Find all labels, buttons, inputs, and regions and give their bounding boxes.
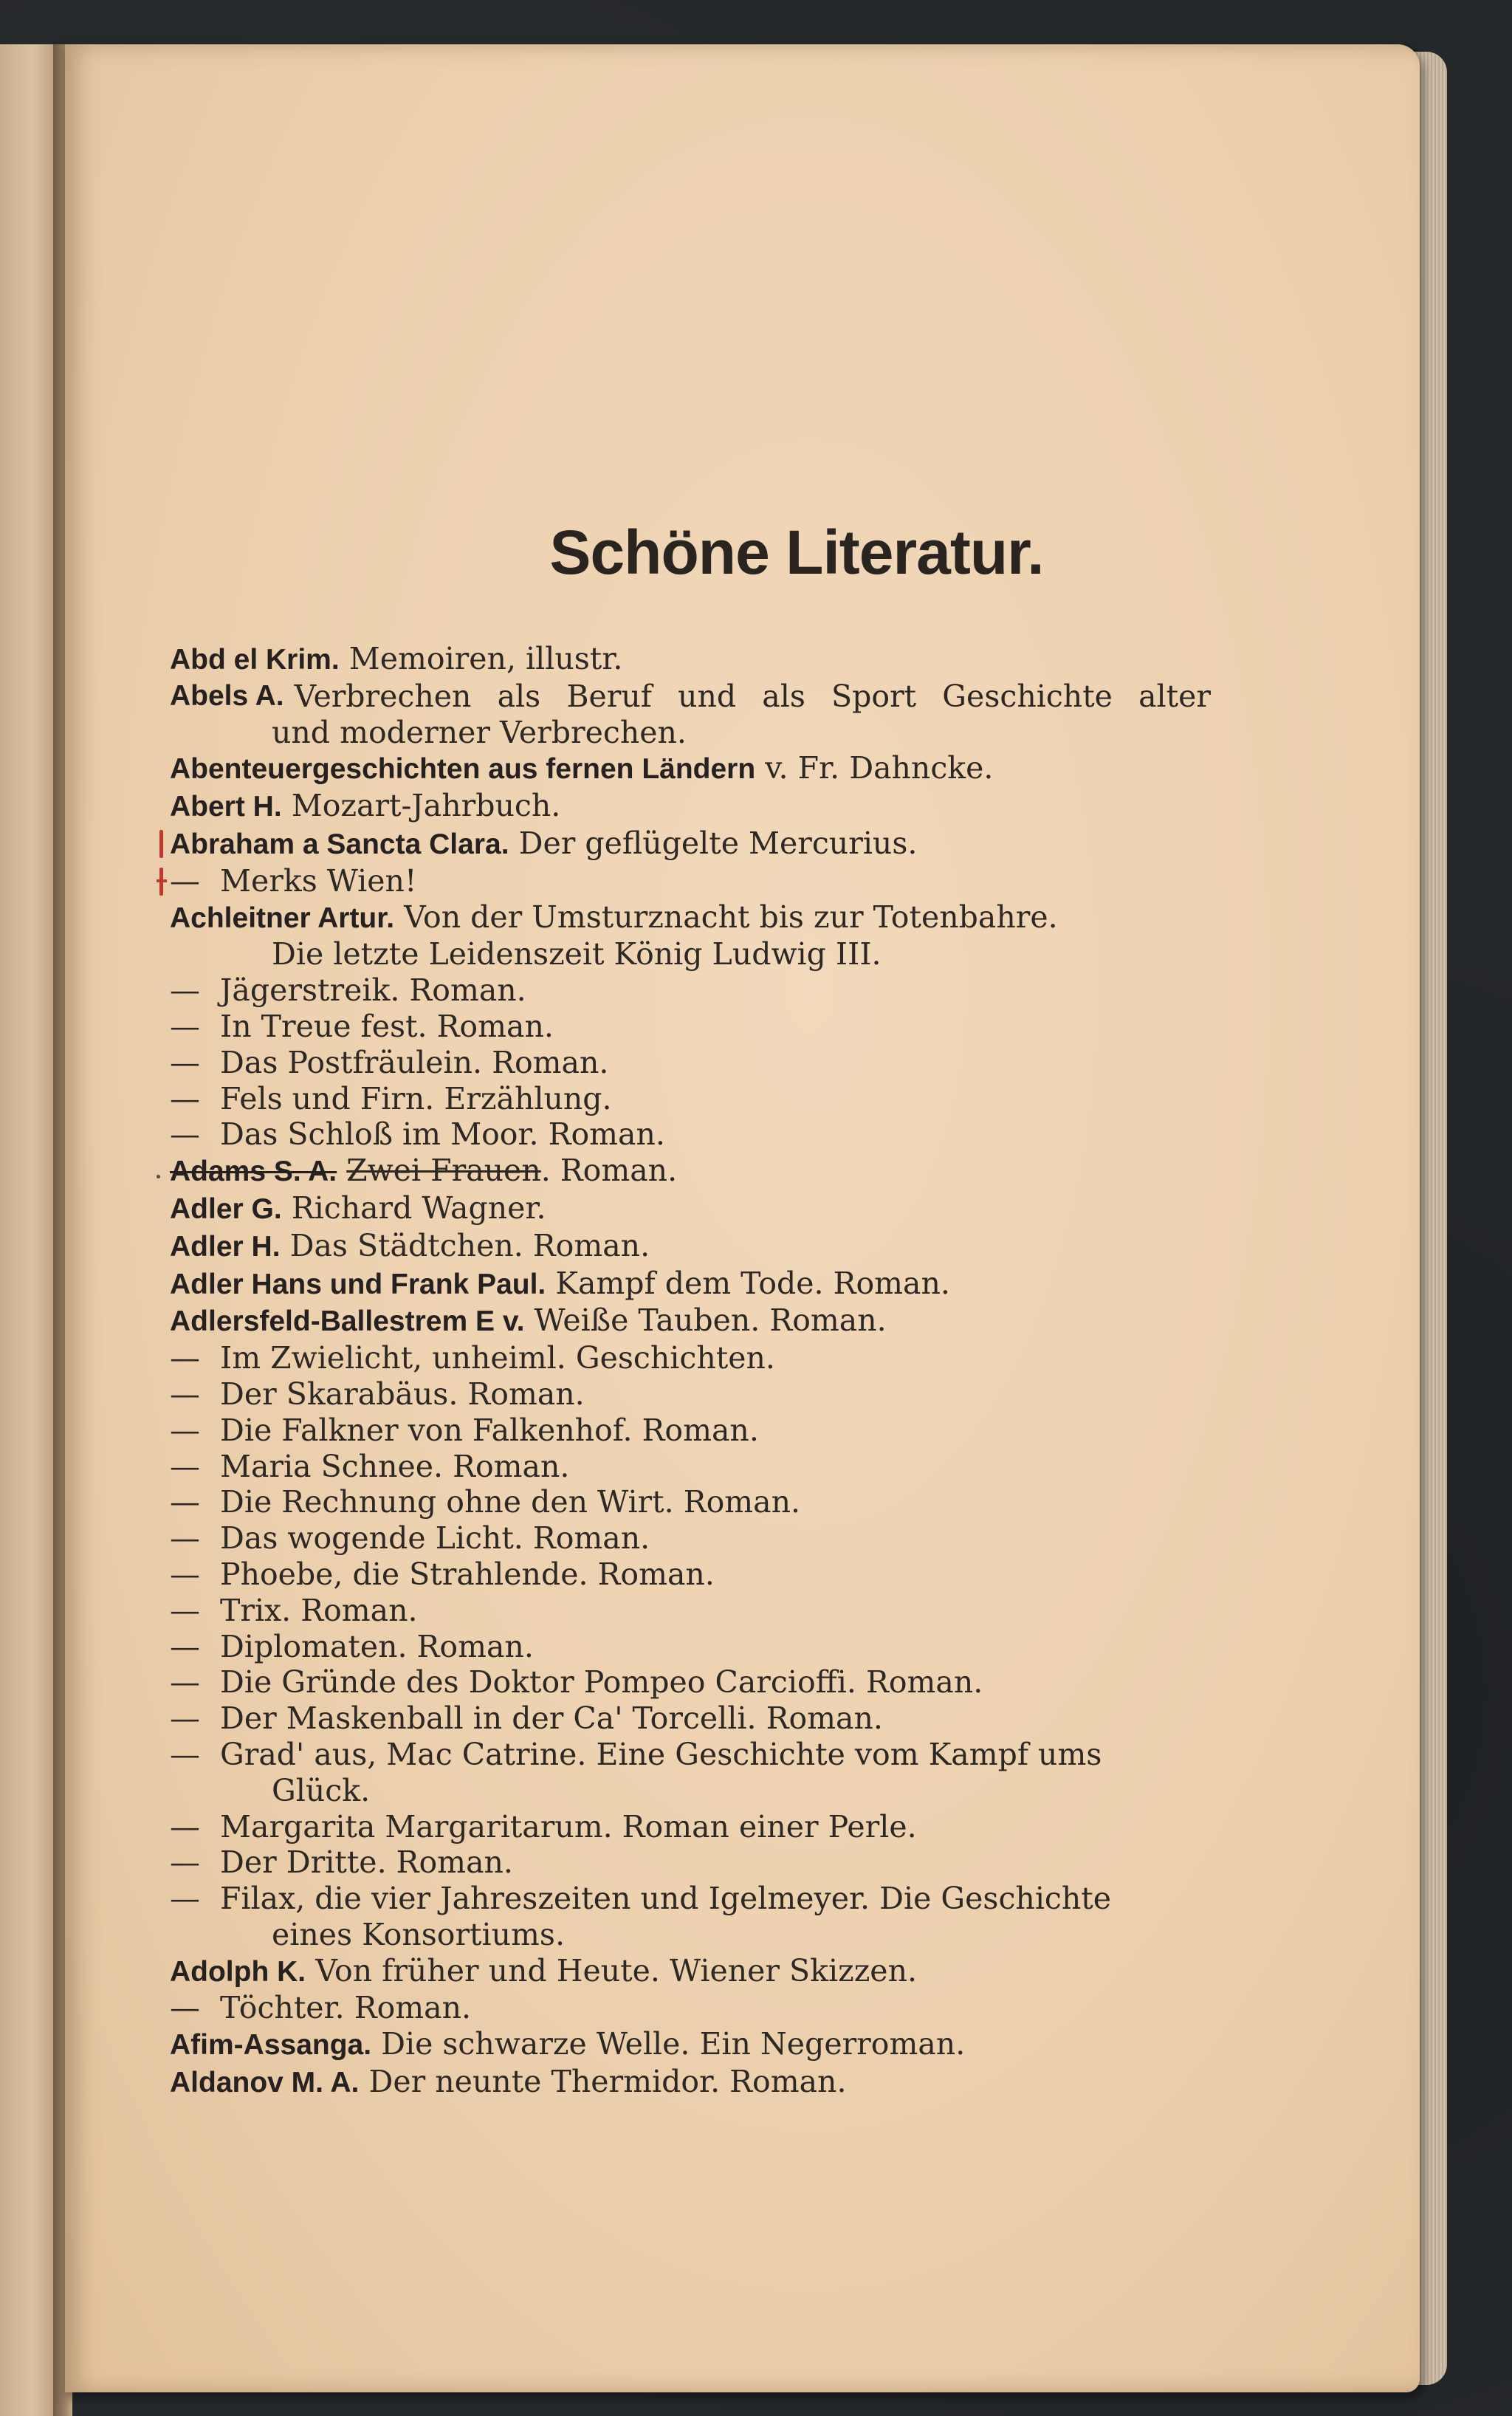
- title-text: Der Maskenball in der Ca' Torcelli. Roman.: [220, 1701, 883, 1737]
- ditto-dash: —: [170, 1520, 200, 1557]
- list-item: [170, 1228, 1240, 1266]
- author-name: Abd el Krim.: [170, 644, 340, 676]
- ditto-dash: —: [170, 862, 200, 899]
- list-item: [170, 1484, 1240, 1520]
- author-name: Adolph K.: [170, 1955, 306, 1988]
- continuation-line: eines Konsortiums.: [272, 1916, 566, 1952]
- ditto-dash: —: [170, 1556, 200, 1592]
- entry-list: [170, 641, 1240, 2101]
- list-item: [170, 1593, 1240, 1629]
- title-text: Der Dritte. Roman.: [220, 1844, 513, 1881]
- title-text: Das wogende Licht. Roman.: [220, 1520, 650, 1557]
- list-item: [170, 1153, 1240, 1190]
- author-name: Abenteuergeschichten aus fernen Ländern: [170, 753, 756, 786]
- title-text: v. Fr. Dahncke.: [765, 750, 994, 786]
- author-name: Aldanov M. A.: [170, 2067, 360, 2099]
- author-name: Adams S. A.: [170, 1156, 337, 1188]
- list-item: [170, 1413, 1240, 1449]
- title-text: Jägerstreik. Roman.: [220, 972, 526, 1009]
- continuation-line: Glück.: [272, 1772, 371, 1808]
- author-name: Adler H.: [170, 1230, 281, 1263]
- title-text: Diplomaten. Roman.: [220, 1628, 534, 1664]
- author-name: Adler Hans und Frank Paul.: [170, 1268, 546, 1300]
- ditto-dash: —: [170, 1484, 200, 1520]
- ditto-dash: —: [170, 1808, 200, 1844]
- ditto-dash: —: [170, 1340, 200, 1376]
- struck-title-text: Zwei Frauen: [346, 1153, 541, 1189]
- continuation-line: und moderner Verbrechen.: [272, 714, 687, 750]
- title-text: Das Schloß im Moor. Roman.: [220, 1116, 665, 1153]
- list-item: [170, 1881, 1240, 1917]
- author-name: Abraham a Sancta Clara.: [170, 828, 509, 860]
- title-text: Von früher und Heute. Wiener Skizzen.: [315, 1952, 918, 1988]
- ditto-dash: —: [170, 1664, 200, 1701]
- author-name: Afim-Assanga.: [170, 2029, 372, 2062]
- title-text: Von der Umsturznacht bis zur Totenbahre.: [404, 899, 1058, 935]
- title-text: Fels und Firn. Erzählung.: [220, 1080, 612, 1116]
- list-item: [170, 1629, 1240, 1665]
- title-text: Die Rechnung ohne den Wirt. Roman.: [220, 1484, 801, 1520]
- author-name: Abels A.: [170, 679, 284, 712]
- list-item: [170, 2026, 1240, 2064]
- title-text: Der geflügelte Mercurius.: [518, 825, 918, 861]
- list-item: [170, 1990, 1240, 2026]
- title-text: Kampf dem Tode. Roman.: [555, 1265, 950, 1301]
- title-text: Phoebe, die Strahlende. Roman.: [220, 1556, 715, 1592]
- ditto-dash: —: [170, 972, 200, 1009]
- title-text: Das Städtchen. Roman.: [289, 1227, 650, 1263]
- ditto-dash: —: [170, 1628, 200, 1664]
- title-text: Töchter. Roman.: [220, 1990, 472, 2026]
- list-item: [170, 826, 1240, 863]
- red-pencil-tick: [157, 879, 167, 882]
- title-text: Grad' aus, Mac Catrine. Eine Geschichte vom Kampf ums: [220, 1736, 1102, 1772]
- title-text: Die schwarze Welle. Ein Negerroman.: [381, 2026, 966, 2062]
- list-item: [170, 1081, 1240, 1117]
- title-text: Der Skarabäus. Roman.: [220, 1376, 585, 1412]
- list-item: [170, 1266, 1240, 1303]
- list-item: [170, 1190, 1240, 1228]
- title-text: Memoiren, illustr.: [348, 641, 623, 676]
- list-item: [170, 1844, 1240, 1881]
- continuation-line: Die letzte Leidenszeit König Ludwig III.: [272, 936, 882, 972]
- title-text: Weiße Tauben. Roman.: [534, 1303, 887, 1339]
- author-name: Abert H.: [170, 791, 282, 823]
- list-item: [170, 788, 1240, 826]
- red-pencil-mark: [159, 830, 163, 858]
- title-text: Das Postfräulein. Roman.: [220, 1044, 609, 1080]
- title-text: Die Falkner von Falkenhof. Roman.: [220, 1412, 759, 1448]
- ditto-dash: —: [170, 1008, 200, 1044]
- facing-page-edge: [0, 44, 59, 2416]
- list-item: [170, 1701, 1240, 1737]
- title-text: In Treue fest. Roman.: [220, 1008, 554, 1044]
- list-item: [170, 1953, 1240, 1991]
- ditto-dash: —: [170, 1448, 200, 1484]
- list-item: [170, 899, 1240, 937]
- list-item: [170, 1664, 1240, 1701]
- ditto-dash: —: [170, 1881, 200, 1917]
- list-item: [170, 1340, 1240, 1376]
- list-item: [170, 1045, 1240, 1081]
- ditto-dash: —: [170, 1412, 200, 1448]
- title-text: Maria Schnee. Roman.: [220, 1448, 570, 1484]
- title-text: . Roman.: [540, 1153, 678, 1189]
- author-name: Achleitner Artur.: [170, 902, 395, 934]
- list-item: [170, 2064, 1240, 2101]
- author-name: Adler G.: [170, 1192, 282, 1225]
- ditto-dash: —: [170, 1044, 200, 1080]
- list-item: [170, 972, 1240, 1009]
- ditto-dash: —: [170, 1376, 200, 1412]
- list-item: [170, 1520, 1240, 1557]
- title-text: Filax, die vier Jahreszeiten und Igelmeyer. Die Geschichte: [220, 1881, 1112, 1917]
- list-item: [170, 1376, 1240, 1413]
- list-item: [170, 1009, 1240, 1045]
- ditto-dash: —: [170, 1736, 200, 1772]
- ditto-dash: —: [170, 1592, 200, 1628]
- ditto-dash: —: [170, 1844, 200, 1881]
- author-name: Adlersfeld-Ballestrem E v.: [170, 1305, 525, 1338]
- ditto-dash: —: [170, 1116, 200, 1153]
- title-text: Merks Wien!: [220, 862, 417, 899]
- ditto-dash: —: [170, 1701, 200, 1737]
- list-item: [170, 1303, 1240, 1340]
- list-item: [170, 1557, 1240, 1593]
- list-item: [170, 1449, 1240, 1485]
- list-item: [170, 1809, 1240, 1845]
- title-text: Die Gründe des Doktor Pompeo Carcioffi. Roman.: [220, 1664, 983, 1701]
- list-item: [170, 1116, 1240, 1153]
- list-item: [170, 750, 1240, 788]
- ditto-dash: —: [170, 1990, 200, 2026]
- page-heading: Schöne Literatur.: [549, 518, 1044, 587]
- title-text: Trix. Roman.: [220, 1592, 418, 1628]
- list-item: [170, 641, 1240, 679]
- title-text: Mozart-Jahrbuch.: [291, 788, 561, 824]
- title-text: Richard Wagner.: [291, 1190, 546, 1226]
- ditto-dash: —: [170, 1080, 200, 1116]
- list-item: [170, 1737, 1240, 1773]
- title-text: Im Zwielicht, unheiml. Geschichten.: [220, 1340, 775, 1376]
- title-text: Verbrechen als Beruf und als Sport Geschichte alter: [294, 678, 1211, 714]
- title-text: Margarita Margaritarum. Roman einer Perle.: [220, 1808, 917, 1844]
- title-text: Der neunte Thermidor. Roman.: [368, 2064, 847, 2100]
- list-item: [170, 679, 1240, 715]
- list-item: [170, 863, 1240, 899]
